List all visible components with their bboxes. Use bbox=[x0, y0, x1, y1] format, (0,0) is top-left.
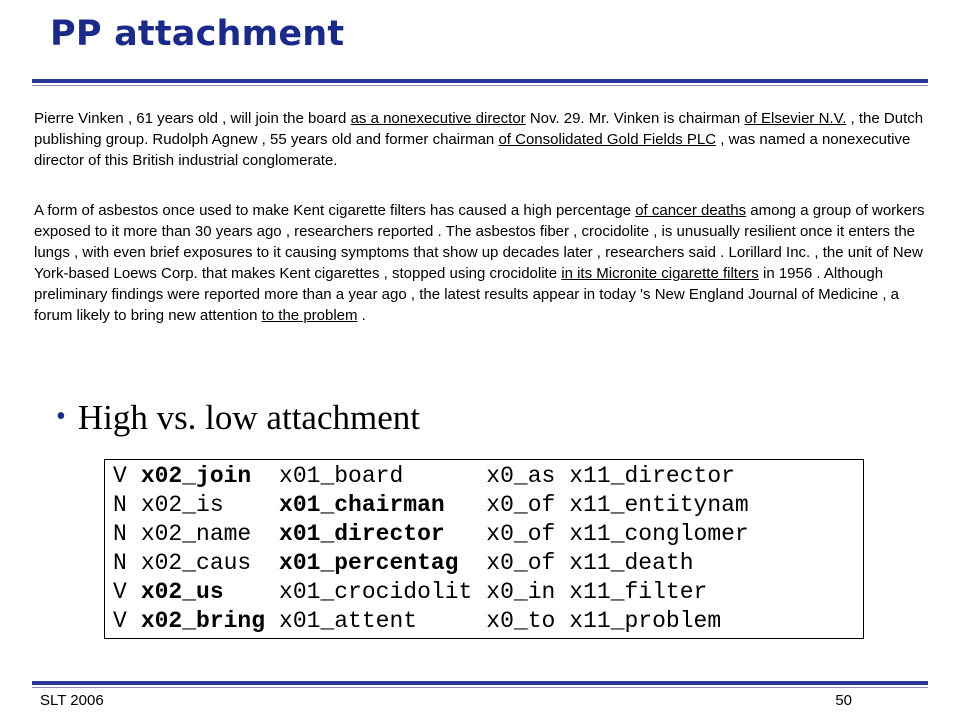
cell-obj: x11_death bbox=[569, 550, 694, 576]
cell-label: N bbox=[113, 550, 127, 576]
underlined-phrase: as a nonexecutive director bbox=[350, 110, 526, 127]
underlined-phrase: of Elsevier N.V. bbox=[744, 110, 847, 127]
cell-noun: x01_crocidolit bbox=[279, 579, 473, 605]
cell-verb: x02_join bbox=[140, 463, 252, 489]
cell-label: V bbox=[113, 608, 127, 634]
cell-noun: x01_board bbox=[279, 463, 404, 489]
text-segment: in 1956 . Although preliminary findings were reported more than a year ago , the latest results appear in today 's New England Journal of Medicine , a forum likely to bring new attention bbox=[34, 265, 899, 324]
underlined-phrase: of cancer deaths bbox=[635, 202, 747, 219]
cell-noun: x01_attent bbox=[279, 608, 418, 634]
cell-verb: x02_is bbox=[140, 492, 224, 518]
paragraph-example-2 bbox=[34, 200, 934, 326]
cell-verb: x02_bring bbox=[140, 608, 266, 634]
cell-noun: x01_director bbox=[279, 521, 445, 547]
cell-label: N bbox=[113, 521, 127, 547]
feature-table-box bbox=[104, 459, 864, 639]
cell-obj: x11_director bbox=[569, 463, 735, 489]
text-segment: among a group of workers exposed to it more than 30 years ago , researchers reported . The asbestos fiber , crocidolite , is unusually resilient once it enters the lungs , with even brief exposures to it causing symptoms that show up decades later , researchers said . Lorillard Inc. , the unit of New York-based Loews Corp. that makes Kent cigarettes , stopped using crocidolite bbox=[34, 202, 925, 282]
top-divider-thin bbox=[32, 85, 928, 86]
bottom-divider bbox=[32, 681, 928, 685]
cell-prep: x0_in bbox=[486, 579, 556, 605]
cell-obj: x11_entitynam bbox=[569, 492, 749, 518]
text-segment: , the Dutch publishing group. Rudolph Agnew , 55 years old and former chairman bbox=[34, 110, 924, 148]
text-segment: Pierre Vinken , 61 years old , will join the board bbox=[34, 110, 351, 127]
text-segment: A form of asbestos once used to make Kent cigarette filters has caused a high percentage bbox=[34, 202, 636, 219]
slide-title: PP attachment bbox=[50, 14, 345, 54]
paragraph-example-1 bbox=[34, 108, 934, 171]
text-segment: , was named a nonexecutive director of this British industrial conglomerate. bbox=[34, 131, 911, 169]
cell-prep: x0_to bbox=[486, 608, 556, 634]
cell-label: V bbox=[113, 579, 127, 605]
cell-noun: x01_chairman bbox=[279, 492, 445, 518]
underlined-phrase: to the problem bbox=[261, 307, 358, 324]
page-number: 50 bbox=[835, 692, 852, 709]
table-row bbox=[113, 578, 763, 607]
top-divider bbox=[32, 79, 928, 83]
table-row bbox=[113, 491, 763, 520]
underlined-phrase: of Consolidated Gold Fields PLC bbox=[498, 131, 717, 148]
text-segment: Nov. 29. Mr. Vinken is chairman bbox=[525, 110, 745, 127]
bottom-divider-thin bbox=[32, 687, 928, 688]
cell-obj: x11_conglomer bbox=[569, 521, 749, 547]
cell-prep: x0_of bbox=[486, 521, 556, 547]
cell-prep: x0_of bbox=[486, 550, 556, 576]
cell-noun: x01_percentag bbox=[279, 550, 459, 576]
bullet-dot-icon: • bbox=[56, 401, 66, 432]
bullet-item bbox=[56, 398, 420, 438]
table-row bbox=[113, 462, 763, 491]
cell-verb: x02_name bbox=[140, 521, 252, 547]
text-segment: . bbox=[357, 307, 366, 324]
cell-obj: x11_problem bbox=[569, 608, 722, 634]
cell-verb: x02_us bbox=[140, 579, 224, 605]
footer-label: SLT 2006 bbox=[40, 692, 104, 709]
cell-label: V bbox=[113, 463, 127, 489]
underlined-phrase: in its Micronite cigarette filters bbox=[561, 265, 759, 282]
cell-verb: x02_caus bbox=[140, 550, 252, 576]
table-row bbox=[113, 607, 763, 636]
table-row bbox=[113, 520, 763, 549]
cell-prep: x0_as bbox=[486, 463, 556, 489]
table-row bbox=[113, 549, 763, 578]
cell-prep: x0_of bbox=[486, 492, 556, 518]
cell-obj: x11_filter bbox=[569, 579, 708, 605]
cell-label: N bbox=[113, 492, 127, 518]
feature-table bbox=[113, 462, 763, 636]
bullet-text: High vs. low attachment bbox=[77, 398, 420, 437]
